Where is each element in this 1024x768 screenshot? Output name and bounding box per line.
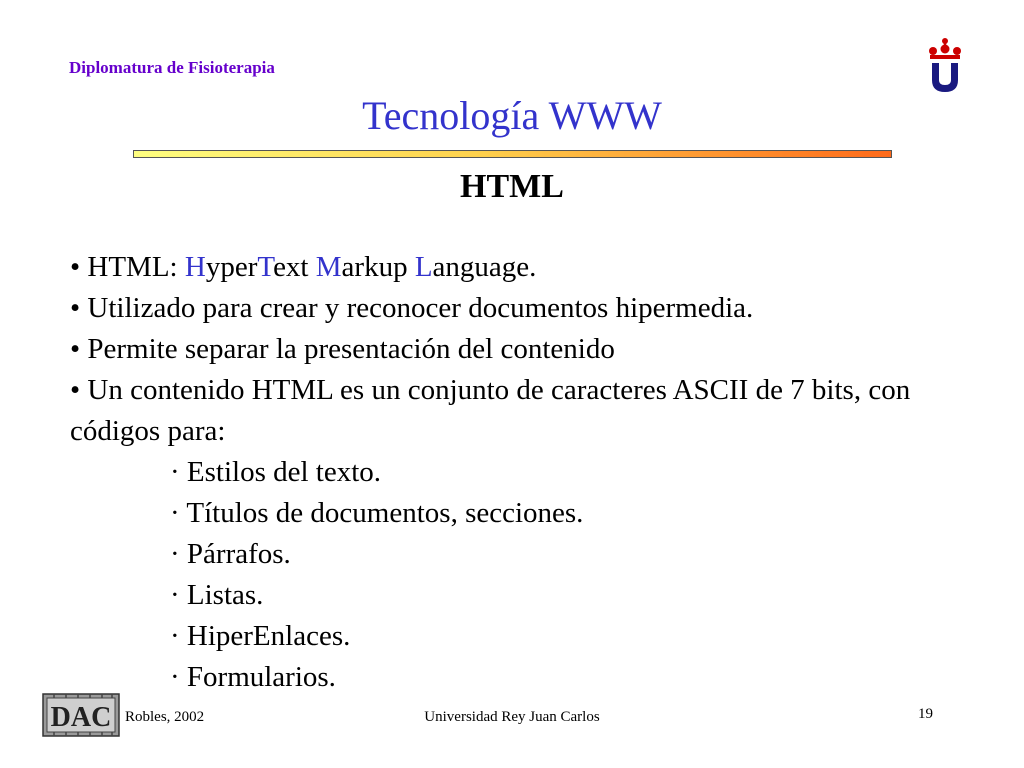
acronym-letter: H (184, 251, 206, 283)
bullet-html-definition (70, 247, 950, 288)
bullet-text: • HTML: (70, 251, 185, 283)
list-item: · Estilos del texto. (170, 456, 382, 488)
list-item: · Títulos de documentos, secciones. (170, 497, 584, 529)
section-title: HTML (460, 168, 564, 205)
word-fragment: anguage. (432, 251, 537, 283)
list-item: · Párrafos. (170, 538, 291, 570)
bullet-separation: • Permite separar la presentación del contenido (70, 333, 615, 365)
acronym-letter: M (315, 251, 342, 283)
title-divider (133, 150, 892, 158)
footer-author: Robles, 2002 (125, 709, 205, 725)
slide-body (70, 247, 950, 698)
list-item: · HiperEnlaces. (170, 620, 351, 652)
bullet-ascii: • Un contenido HTML es un conjunto de caracteres ASCII de 7 bits, con códigos para: (70, 374, 911, 447)
acronym-letter: T (257, 251, 274, 283)
page-number: 19 (918, 706, 933, 722)
list-item: · Formularios. (170, 661, 336, 693)
acronym-letter: L (414, 251, 433, 283)
word-fragment: arkup (341, 251, 415, 283)
list-item: · Listas. (170, 579, 264, 611)
word-fragment: yper (205, 251, 258, 283)
dac-logo-text: DAC (50, 702, 112, 733)
bullet-usage: • Utilizado para crear y reconocer documentos hipermedia. (70, 292, 754, 324)
footer-university: Universidad Rey Juan Carlos (424, 709, 600, 725)
university-logo-icon (925, 38, 965, 94)
word-fragment: ext (273, 251, 316, 283)
course-name: Diplomatura de Fisioterapia (69, 58, 275, 77)
slide-title: Tecnología WWW (362, 93, 662, 138)
